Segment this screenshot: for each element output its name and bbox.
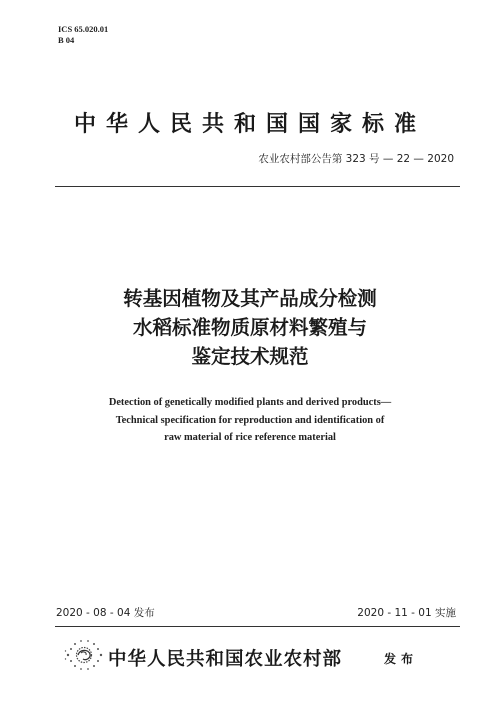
english-title-line-1: Detection of genetically modified plants and derived products— [108, 397, 392, 408]
chinese-title-line-1: 转基因植物及其产品成分检测 [123, 287, 377, 310]
issuing-authority: 中华人民共和国农业农村部 [108, 649, 343, 670]
english-title-line-2: Technical specification for reproduction and identification of [115, 414, 385, 426]
publish-label: 发布 [384, 652, 419, 666]
chinese-title [0, 284, 500, 371]
ccs-code: B 04 [58, 35, 75, 45]
english-title-line-3: raw material of rice reference material [164, 432, 336, 443]
issue-date: 2020 - 08 - 04 发布 [56, 607, 155, 619]
standard-number: 农业农村部公告第 323 号 — 22 — 2020 [258, 153, 454, 165]
classification-codes [58, 24, 108, 46]
english-title [0, 394, 500, 447]
standard-type-heading: 中华人民共和国国家标准 [73, 112, 426, 137]
ministry-emblem-icon [64, 637, 104, 673]
effective-date: 2020 - 11 - 01 实施 [357, 607, 456, 619]
chinese-title-line-3: 鉴定技术规范 [191, 345, 309, 368]
chinese-title-line-2: 水稻标准物质原材料繁殖与 [132, 316, 367, 339]
bottom-divider [55, 626, 460, 627]
top-divider [55, 186, 460, 187]
ics-code: ICS 65.020.01 [58, 24, 109, 34]
